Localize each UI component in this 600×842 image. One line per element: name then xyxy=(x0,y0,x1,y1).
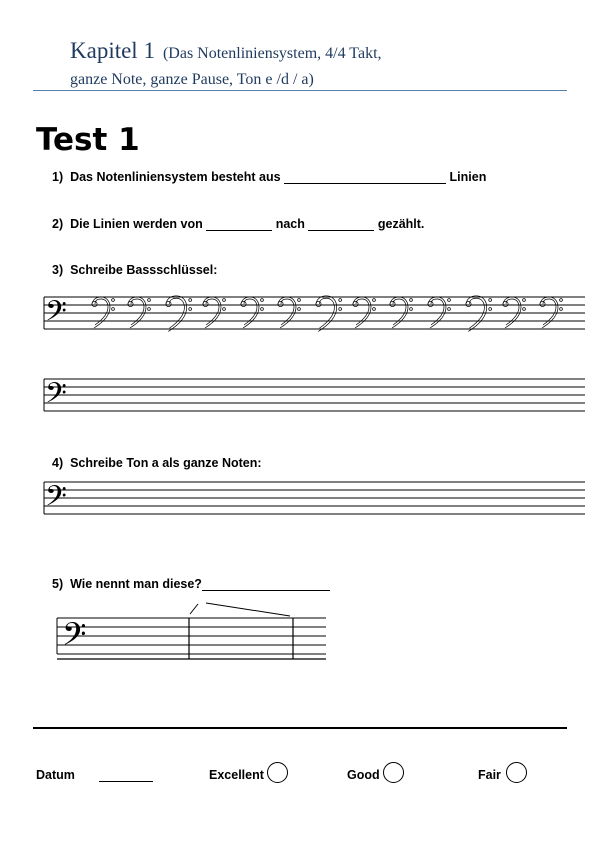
question-5 xyxy=(52,577,330,591)
answer-blank[interactable] xyxy=(202,578,330,591)
question-text-after: gezählt. xyxy=(377,217,425,231)
bass-clef-tracing-icons xyxy=(92,296,562,332)
question-text-middle: nach xyxy=(275,217,305,231)
rating-label-excellent: Excellent xyxy=(209,768,264,782)
rating-label-fair: Fair xyxy=(478,768,501,782)
bass-clef-icon: 𝄢 xyxy=(45,480,67,520)
bass-clef-icon: 𝄢 xyxy=(45,295,67,335)
date-input-line[interactable] xyxy=(99,781,153,782)
test-title: Test 1 xyxy=(36,122,140,158)
question-text: Die Linien werden von xyxy=(70,217,203,231)
rating-circle-icon[interactable] xyxy=(506,762,527,783)
bass-clef-tracing-icon xyxy=(166,296,192,332)
question-text: Schreibe Ton a als ganze Noten: xyxy=(70,456,262,470)
rating-label-good: Good xyxy=(347,768,380,782)
rating-circle-icon[interactable] xyxy=(383,762,404,783)
date-label: Datum xyxy=(36,768,75,782)
question-text-after: Linien xyxy=(449,170,487,184)
rating-circle-icon[interactable] xyxy=(267,762,288,783)
question-number: 3) xyxy=(52,263,64,277)
staff-whole-notes[interactable] xyxy=(44,482,585,514)
bass-clef-icon: 𝄢 xyxy=(45,377,67,417)
question-text: Wie nennt man diese? xyxy=(70,577,202,591)
chapter-subtitle-line1: (Das Notenliniensystem, 4/4 Takt, xyxy=(162,45,382,62)
bass-clef-tracing-icon xyxy=(466,296,492,332)
question-number: 4) xyxy=(52,456,64,470)
bass-clef-icon: 𝄢 xyxy=(62,616,87,660)
question-4 xyxy=(52,456,262,470)
chapter-label: Kapitel 1 xyxy=(70,38,155,63)
question-text: Das Notenliniensystem besteht aus xyxy=(70,170,281,184)
pointer-lines xyxy=(190,603,290,616)
staff-measure-question xyxy=(57,618,326,659)
footer-divider xyxy=(33,727,567,729)
question-text: Schreibe Bassschlüssel: xyxy=(70,263,218,277)
chapter-subtitle-line2: ganze Note, ganze Pause, Ton e /d / a) xyxy=(70,71,314,88)
question-number: 5) xyxy=(52,577,64,591)
question-number: 2) xyxy=(52,217,64,231)
question-number: 1) xyxy=(52,170,64,184)
bass-clef-tracing-icon xyxy=(316,296,342,332)
staff-empty-clefs[interactable] xyxy=(44,379,585,411)
